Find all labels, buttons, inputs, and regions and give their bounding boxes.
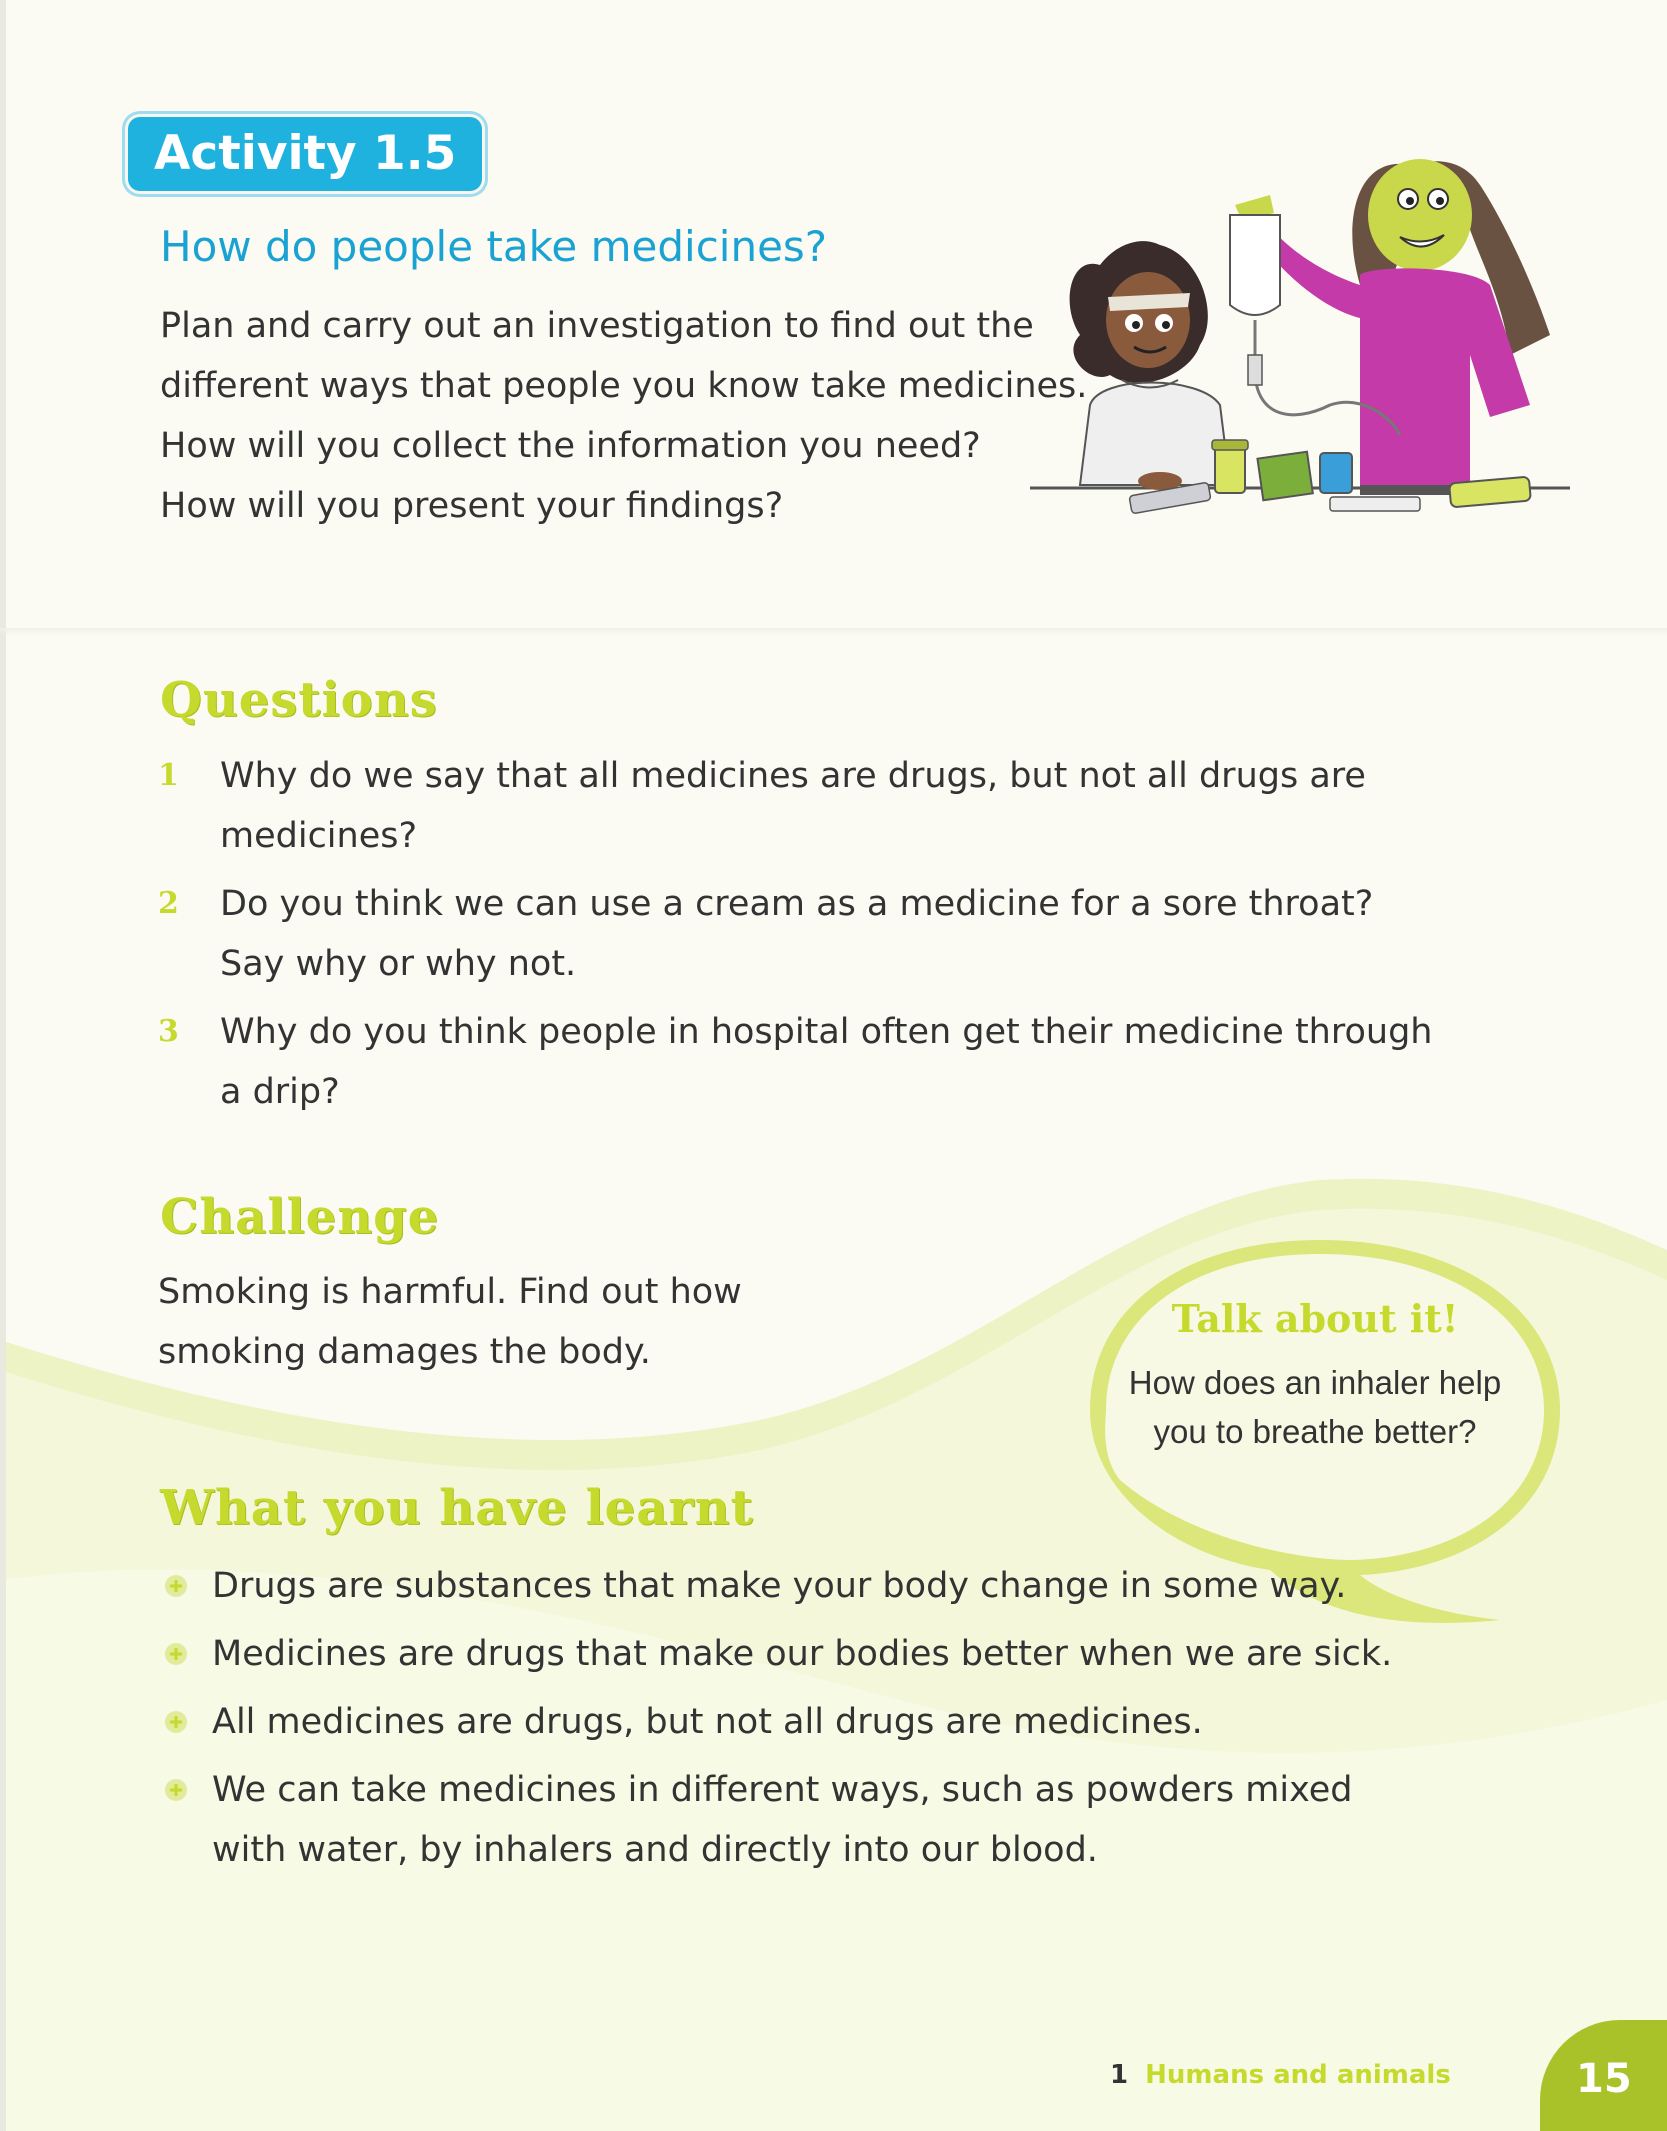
page-number: 15 [1576,2056,1632,2102]
question-number: 3 [158,1014,179,1049]
challenge-text: Smoking is harmful. Find out how smoking damages the body. [158,1272,742,1372]
talk-about-it-text: How does an inhaler help you to breathe better? [1128,1364,1502,1450]
learnt-item [158,1624,1418,1684]
question-text: Why do you think people in hospital often get their medicine through a drip? [220,1012,1433,1112]
question-item [158,1002,1438,1122]
question-text: Why do we say that all medicines are drugs, but not all drugs are medicines? [220,756,1366,856]
talk-about-it-title: Talk about it! [1171,1296,1459,1341]
standing-girl-figure [1235,159,1550,495]
questions-title: Questions [160,672,438,728]
activity-line: different ways that people you know take medicines. [160,366,1088,406]
questions-list [158,746,1438,1130]
activity-heading: How do people take medicines? [160,222,828,271]
learnt-text: Medicines are drugs that make our bodies better when we are sick. [212,1634,1393,1674]
learnt-title: What you have learnt [160,1480,754,1536]
activity-line: How will you collect the information you need? [160,426,981,466]
question-number: 1 [158,758,179,793]
chapter-name: Humans and animals [1145,2060,1451,2090]
chapter-number: 1 [1110,2060,1129,2090]
learnt-item [158,1692,1418,1752]
page-edge [0,0,6,2131]
bullet-icon [162,1572,190,1600]
learnt-text: All medicines are drugs, but not all drugs are medicines. [212,1702,1203,1742]
question-text: Do you think we can use a cream as a medicine for a sore throat? Say why or why not. [220,884,1374,984]
activity-line: How will you present your findings? [160,486,784,526]
question-item [158,746,1438,866]
learnt-item [158,1556,1418,1616]
bullet-icon [162,1640,190,1668]
activity-badge: Activity 1.5 [128,117,482,191]
children-with-medicines-illustration [1030,155,1570,545]
activity-line: Plan and carry out an investigation to find out the [160,306,1034,346]
bullet-icon [162,1708,190,1736]
learnt-item [158,1760,1418,1880]
seated-girl-figure [1070,241,1230,490]
learnt-list [158,1556,1418,1888]
learnt-text: Drugs are substances that make your body change in some way. [212,1566,1347,1606]
chapter-label [1110,2060,1451,2090]
question-number: 2 [158,886,179,921]
activity-body [160,296,1100,536]
question-item [158,874,1438,994]
learnt-text: We can take medicines in different ways, such as powders mixed with water, by inhalers and directly into our blood. [212,1770,1353,1870]
bullet-icon [162,1776,190,1804]
challenge-title: Challenge [160,1189,440,1245]
section-divider [0,628,1667,636]
